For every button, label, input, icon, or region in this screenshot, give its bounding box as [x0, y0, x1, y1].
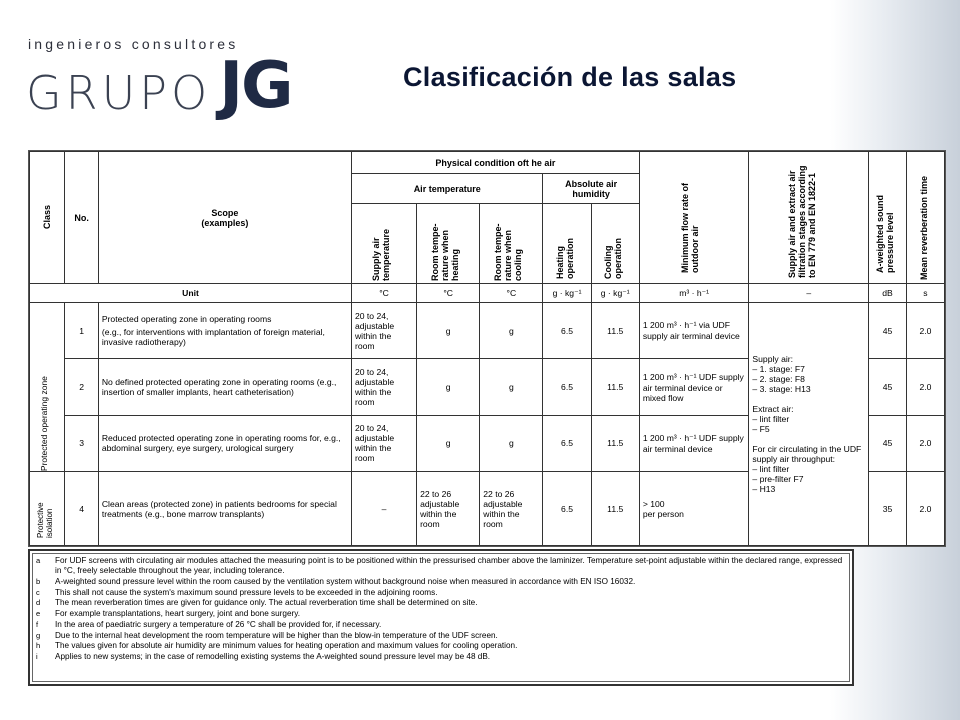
footnote-text: This shall not cause the system's maximum sound pressure levels to be exceeded in the adjoining rooms. — [55, 587, 438, 597]
scope-primary: Protected operating zone in operating rooms — [101, 314, 272, 325]
footnote-letter: c — [36, 587, 40, 597]
header-class: Class — [30, 152, 65, 284]
table-row — [30, 303, 945, 359]
page-title: Clasificación de las salas — [403, 62, 737, 92]
unit-cooling-op: g · kg⁻¹ — [591, 284, 639, 303]
cell-room-cooling: g — [480, 303, 543, 359]
footnote-text: Due to the internal heat development the room temperature will be higher than the blow-in temperature of the UDF screen. — [55, 630, 498, 640]
footnote-text: A-weighted sound pressure level within the room caused by the ventilation system without background noise when measured in accordance with EN ISO 16032. — [55, 577, 636, 586]
unit-label: Unit — [30, 284, 352, 303]
cell-room-heating: 22 to 26 adjustable within the room — [417, 472, 480, 546]
cell-reverb: 2.0 — [906, 472, 944, 546]
cell-room-heating: g — [417, 303, 480, 359]
unit-room-heating: °C — [417, 284, 480, 303]
cell-cooling-op: 11.5 — [591, 303, 639, 359]
row-scope — [98, 303, 351, 359]
footnote-text: Applies to new systems; in the case of remodelling existing systems the A-weighted sound pressure level may be 48 dB. — [55, 651, 491, 661]
cell-room-cooling: g — [480, 359, 543, 415]
header-sound: A-weighted sound pressure level — [869, 152, 907, 284]
footnote-text: For UDF screens with circulating air modules attached the measuring point is to be positioned within the pressurised chamber above the laminizer. Temperature set-point adjustable within the declared range, expressed in °C, freely selectable throughout the year, including tolerance. — [55, 556, 843, 575]
group-protected — [30, 303, 65, 472]
cell-supply-temp: 20 to 24, adjustable within the room — [351, 303, 416, 359]
header-reverb: Mean reverberation time — [906, 152, 944, 284]
row-no: 3 — [65, 415, 98, 471]
scope-secondary: (e.g., for interventions with implantation of foreign material, invasive radiotherapy) — [101, 327, 325, 348]
footnote-letter: f — [36, 619, 39, 629]
header-supply-temp: Supply air temperature — [351, 204, 416, 284]
cell-room-heating: g — [417, 359, 480, 415]
cell-sound: 45 — [869, 303, 907, 359]
cell-supply-temp: 20 to 24, adjustable within the room — [351, 415, 416, 471]
header-no: No. — [65, 152, 98, 284]
cell-min-flow: 1 200 m³ · h⁻¹ UDF supply air terminal device — [639, 415, 749, 471]
cell-heating-op: 6.5 — [543, 472, 591, 546]
logo-tagline: ingenieros consultores — [28, 36, 239, 52]
cell-heating-op: 6.5 — [543, 359, 591, 415]
cell-reverb: 2.0 — [906, 415, 944, 471]
cell-min-flow: > 100 per person — [639, 472, 749, 546]
cell-room-cooling: 22 to 26 adjustable within the room — [480, 472, 543, 546]
footnote-text: The values given for absolute air humidity are minimum values for heating operation and maximum values for cooling operation. — [55, 641, 518, 651]
cell-cooling-op: 11.5 — [591, 415, 639, 471]
unit-row — [30, 284, 945, 303]
cell-heating-op: 6.5 — [543, 303, 591, 359]
unit-heating-op: g · kg⁻¹ — [543, 284, 591, 303]
row-no: 1 — [65, 303, 98, 359]
row-no: 4 — [65, 472, 98, 546]
row-scope: Clean areas (protected zone) in patients bedrooms for special treatments (e.g., bone marrow transplants) — [98, 472, 351, 546]
footnote-letter: g — [36, 630, 41, 640]
group-label-protective: Protective isolation — [36, 501, 55, 538]
cell-reverb: 2.0 — [906, 359, 944, 415]
footnote-letter: a — [36, 556, 41, 565]
header-physical-condition: Physical condition oft he air — [351, 152, 639, 174]
cell-room-heating: g — [417, 415, 480, 471]
unit-room-cooling: °C — [480, 284, 543, 303]
footnote-letter: e — [36, 609, 41, 619]
cell-min-flow: 1 200 m³ · h⁻¹ via UDF supply air terminal device — [639, 303, 749, 359]
cell-min-flow: 1 200 m³ · h⁻¹ UDF supply air terminal device or mixed flow — [639, 359, 749, 415]
row-scope: Reduced protected operating zone in operating rooms for, e.g., abdominal surgery, eye surgery, urological surgery — [98, 415, 351, 471]
header-min-flow: Minimum flow rate of outdoor air — [639, 152, 749, 284]
cell-sound: 35 — [869, 472, 907, 546]
footnote-letter: b — [36, 577, 41, 586]
unit-supply-temp: °C — [351, 284, 416, 303]
footnote-letter: h — [36, 641, 41, 651]
cell-sound: 45 — [869, 359, 907, 415]
cell-cooling-op: 11.5 — [591, 359, 639, 415]
cell-supply-temp: – — [351, 472, 416, 546]
header-room-heating: Room tempe-rature when heating — [417, 204, 480, 284]
header-room-cooling: Room tempe-rature when cooling — [480, 204, 543, 284]
unit-reverb: s — [906, 284, 944, 303]
classification-table-frame — [28, 150, 946, 547]
header-absolute-humidity: Absolute air humidity — [543, 174, 639, 204]
footnote-letter: d — [36, 598, 41, 608]
row-no: 2 — [65, 359, 98, 415]
classification-table — [29, 151, 945, 546]
footnote-text: For example transplantations, heart surgery, joint and bone surgery. — [55, 609, 300, 619]
group-protective — [30, 472, 65, 546]
footnote-letter: i — [36, 651, 38, 661]
unit-min-flow: m³ · h⁻¹ — [639, 284, 749, 303]
cell-reverb: 2.0 — [906, 303, 944, 359]
cell-sound: 45 — [869, 415, 907, 471]
cell-filtration: Supply air: – 1. stage: F7 – 2. stage: F8 – 3. stage: H13 Extract air: – lint filter – F5 For cir circulating in the UDF supply air throughput: – lint filter – pre-filter F7 – H13 — [749, 303, 869, 546]
cell-heating-op: 6.5 — [543, 415, 591, 471]
header-scope: Scope (examples) — [98, 152, 351, 284]
group-label-protected: Protected operating zone — [39, 376, 50, 472]
header-filtration: Supply air and extract air filtration stages according to EN 779 and EN 1822-1 — [749, 152, 869, 284]
header-heating-op: Heating operation — [543, 204, 591, 284]
cell-cooling-op: 11.5 — [591, 472, 639, 546]
row-scope: No defined protected operating zone in operating rooms (e.g., insertion of smaller implants, heart catheterisation) — [98, 359, 351, 415]
cell-supply-temp: 20 to 24, adjustable within the room — [351, 359, 416, 415]
logo-word: GRUPO — [26, 66, 212, 120]
company-logo — [26, 36, 292, 123]
header-cooling-op: Cooling operation — [591, 204, 639, 284]
cell-room-cooling: g — [480, 415, 543, 471]
unit-filtration: – — [749, 284, 869, 303]
footnote-text: In the area of paediatric surgery a temperature of 26 °C shall be provided for, if necessary. — [55, 619, 382, 629]
unit-sound: dB — [869, 284, 907, 303]
footnotes-box — [28, 549, 854, 686]
footnote-text: The mean reverberation times are given for guidance only. The actual reverberation time shall be determined on site. — [55, 598, 478, 608]
header-air-temperature: Air temperature — [351, 174, 542, 204]
logo-mark: JG — [219, 49, 292, 123]
